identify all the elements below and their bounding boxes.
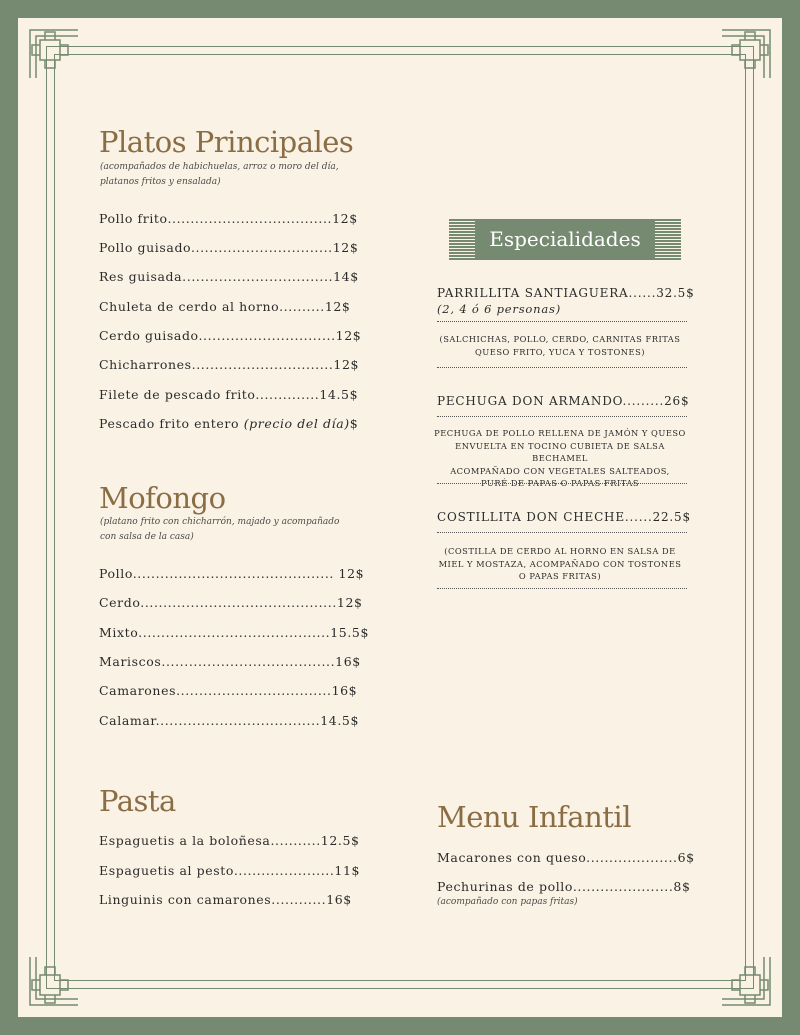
description-line: O PAPAS FRITAS) bbox=[518, 571, 602, 581]
dotted-divider bbox=[437, 532, 687, 533]
dotted-divider bbox=[437, 367, 687, 368]
corner-ornament-icon bbox=[28, 28, 80, 80]
corner-ornament-icon bbox=[28, 955, 80, 1007]
description-line: PECHUGA DE POLLO RELLENA DE JAMÓN Y QUESO bbox=[434, 428, 686, 438]
platos-item: Pollo guisado...............................12$ bbox=[99, 240, 359, 255]
mofongo-item: Camarones..................................16$ bbox=[99, 683, 358, 698]
platos-item: Res guisada.................................14$ bbox=[99, 269, 359, 284]
mofongo-note-line: con salsa de la casa) bbox=[100, 532, 194, 542]
description-line: ENVUELTA EN TOCINO CUBIETA DE SALSA BECHAMEL bbox=[455, 440, 665, 463]
platos-item: Chuleta de cerdo al horno..........12$ bbox=[99, 299, 351, 314]
pasta-item: Linguinis con camarones............16$ bbox=[99, 892, 352, 907]
pasta-heading: Pasta bbox=[99, 784, 176, 818]
mofongo-note-line: (platano frito con chicharrón, majado y acompañado bbox=[100, 517, 340, 527]
pasta-item: Espaguetis al pesto......................11$ bbox=[99, 863, 361, 878]
platos-item: Filete de pescado frito..............14.5$ bbox=[99, 387, 359, 402]
mofongo-item: Cerdo...........................................12$ bbox=[99, 595, 363, 610]
special-item-title: PECHUGA DON ARMANDO.........26$ bbox=[437, 394, 690, 408]
special-item-description bbox=[428, 333, 692, 358]
platos-item-market-price bbox=[99, 416, 358, 431]
dotted-divider bbox=[437, 483, 687, 484]
especialidades-banner bbox=[449, 219, 681, 260]
description-line: (COSTILLA DE CERDO AL HORNO EN SALSA DE bbox=[444, 546, 676, 556]
platos-item: Cerdo guisado..............................12$ bbox=[99, 328, 362, 343]
item-price: $ bbox=[349, 416, 359, 431]
special-item-description bbox=[428, 545, 692, 583]
mofongo-item: Mixto..........................................15.5$ bbox=[99, 625, 370, 640]
corner-ornament-icon bbox=[720, 28, 772, 80]
platos-item: Pollo frito....................................12$ bbox=[99, 211, 358, 226]
item-price-note: (precio del día) bbox=[243, 416, 350, 431]
special-item-description bbox=[428, 427, 692, 490]
platos-heading: Platos Principales bbox=[99, 125, 354, 159]
pasta-item: Espaguetis a la boloñesa...........12.5$ bbox=[99, 833, 360, 848]
mofongo-note bbox=[100, 515, 339, 545]
mofongo-item: Mariscos......................................16$ bbox=[99, 654, 361, 669]
infantil-note: (acompañado con papas fritas) bbox=[437, 897, 578, 907]
dotted-divider bbox=[437, 416, 687, 417]
description-line: (SALCHICHAS, POLLO, CERDO, CARNITAS FRITAS bbox=[439, 334, 681, 344]
corner-ornament-icon bbox=[720, 955, 772, 1007]
platos-note-line: platanos fritos y ensalada) bbox=[100, 177, 221, 187]
dotted-divider bbox=[437, 321, 687, 322]
special-item-title: COSTILLITA DON CHECHE......22.5$ bbox=[437, 510, 691, 524]
infantil-item: Macarones con queso....................6$ bbox=[437, 850, 695, 865]
platos-note bbox=[100, 160, 339, 190]
infantil-item: Pechurinas de pollo......................8$ bbox=[437, 879, 691, 894]
mofongo-item: Pollo............................................ 12$ bbox=[99, 566, 365, 581]
platos-item: Chicharrones...............................12$ bbox=[99, 357, 360, 372]
item-name: Pescado frito entero bbox=[99, 416, 244, 431]
infantil-heading: Menu Infantil bbox=[437, 800, 631, 834]
especialidades-heading: Especialidades bbox=[475, 219, 655, 260]
mofongo-heading: Mofongo bbox=[99, 481, 226, 515]
platos-note-line: (acompañados de habichuelas, arroz o moro del día, bbox=[100, 162, 339, 172]
dotted-divider bbox=[437, 588, 687, 589]
mofongo-item: Calamar....................................14.5$ bbox=[99, 713, 360, 728]
description-line: QUESO FRITO, YUCA Y TOSTONES) bbox=[474, 346, 646, 357]
special-item-title: PARRILLITA SANTIAGUERA......32.5$ bbox=[437, 286, 695, 300]
description-line: MIEL Y MOSTAZA, ACOMPAÑADO CON TOSTONES bbox=[438, 558, 682, 569]
special-item-subtitle: (2, 4 ó 6 personas) bbox=[437, 302, 561, 316]
description-line: ACOMPAÑADO CON VEGETALES SALTEADOS, bbox=[450, 465, 670, 476]
description-line: PURÉ DE PAPAS O PAPAS FRITAS bbox=[480, 478, 640, 488]
